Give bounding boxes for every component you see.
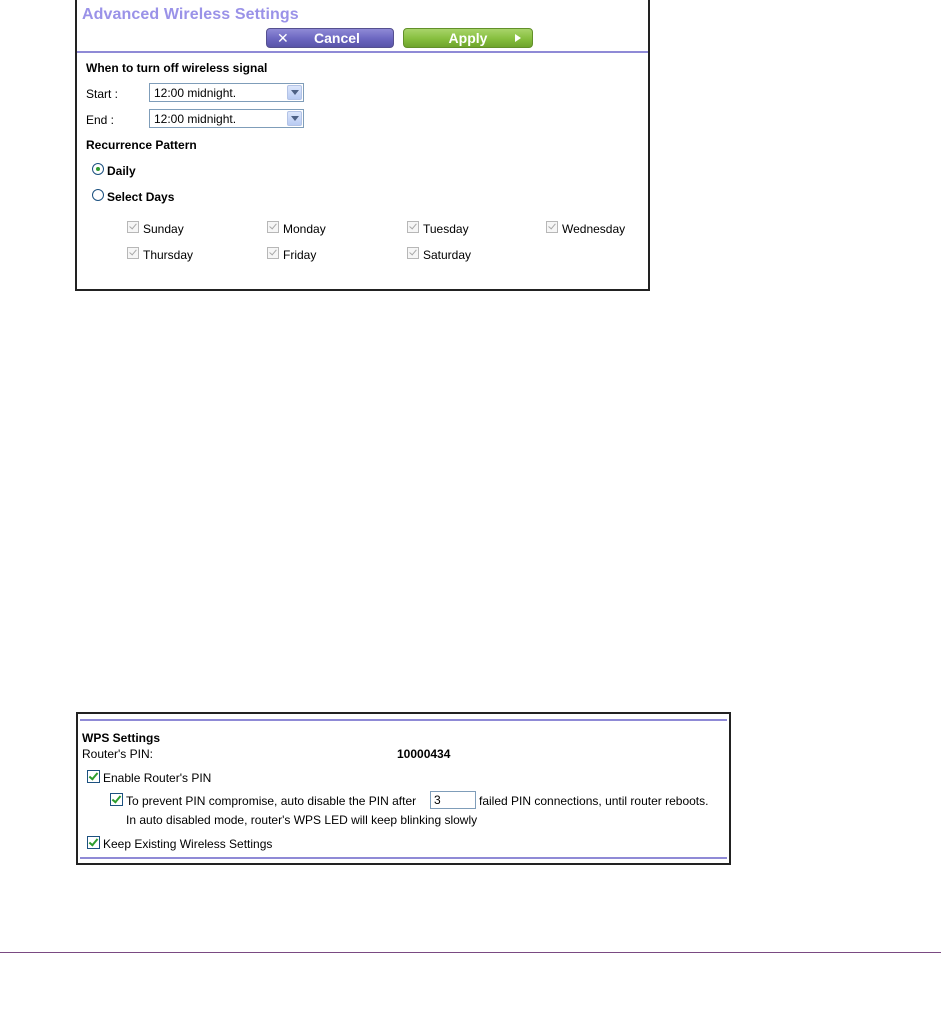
- end-time-value: 12:00 midnight.: [154, 112, 237, 126]
- section-heading: When to turn off wireless signal: [86, 61, 268, 75]
- day-label-monday: Monday: [283, 222, 326, 236]
- day-label-sunday: Sunday: [143, 222, 184, 236]
- apply-button-label: Apply: [448, 30, 488, 46]
- wps-settings-panel: [76, 712, 731, 865]
- select-days-radio[interactable]: [92, 189, 104, 201]
- daily-label: Daily: [107, 164, 136, 178]
- failed-connections-label: failed PIN connections, until router reboots.: [479, 794, 709, 808]
- day-label-tuesday: Tuesday: [423, 222, 469, 236]
- end-label: End :: [86, 113, 115, 127]
- daily-radio[interactable]: [92, 163, 104, 175]
- start-label: Start :: [86, 87, 119, 101]
- select-days-label: Select Days: [107, 190, 175, 204]
- divider: [77, 51, 648, 53]
- auto-disabled-note: In auto disabled mode, router's WPS LED will keep blinking slowly: [126, 813, 478, 827]
- day-checkbox-friday[interactable]: [267, 247, 279, 259]
- arrow-right-icon: [515, 34, 521, 42]
- day-label-thursday: Thursday: [143, 248, 194, 262]
- day-label-wednesday: Wednesday: [562, 222, 626, 236]
- day-checkbox-sunday[interactable]: [127, 221, 139, 233]
- failed-attempts-input[interactable]: [430, 791, 476, 809]
- router-pin-value: 10000434: [397, 747, 451, 761]
- chevron-down-icon[interactable]: [287, 111, 302, 126]
- day-label-saturday: Saturday: [423, 248, 472, 262]
- page-footer-rule: [0, 952, 941, 953]
- day-checkbox-tuesday[interactable]: [407, 221, 419, 233]
- start-time-select[interactable]: [149, 83, 304, 102]
- recurrence-heading: Recurrence Pattern: [86, 138, 197, 152]
- day-checkbox-wednesday[interactable]: [546, 221, 558, 233]
- enable-pin-label: Enable Router's PIN: [103, 771, 212, 785]
- end-time-select[interactable]: [149, 109, 304, 128]
- day-label-friday: Friday: [283, 248, 317, 262]
- start-time-value: 12:00 midnight.: [154, 86, 237, 100]
- enable-pin-checkbox[interactable]: [87, 770, 100, 783]
- cancel-button[interactable]: [266, 28, 394, 48]
- divider: [80, 857, 727, 859]
- panel-title: Advanced Wireless Settings: [82, 6, 299, 23]
- router-pin-label: Router's PIN:: [82, 747, 153, 761]
- cancel-button-label: Cancel: [314, 30, 360, 46]
- day-checkbox-thursday[interactable]: [127, 247, 139, 259]
- auto-disable-label: To prevent PIN compromise, auto disable the PIN after: [126, 794, 417, 808]
- auto-disable-checkbox[interactable]: [110, 793, 123, 806]
- apply-button[interactable]: [403, 28, 533, 48]
- keep-existing-checkbox[interactable]: [87, 836, 100, 849]
- wps-title: WPS Settings: [82, 731, 161, 745]
- keep-existing-label: Keep Existing Wireless Settings: [103, 837, 273, 851]
- day-checkbox-monday[interactable]: [267, 221, 279, 233]
- chevron-down-icon[interactable]: [287, 85, 302, 100]
- day-checkbox-saturday[interactable]: [407, 247, 419, 259]
- divider: [80, 719, 727, 721]
- advanced-wireless-panel: [75, 0, 650, 291]
- close-icon: ✕: [277, 30, 289, 46]
